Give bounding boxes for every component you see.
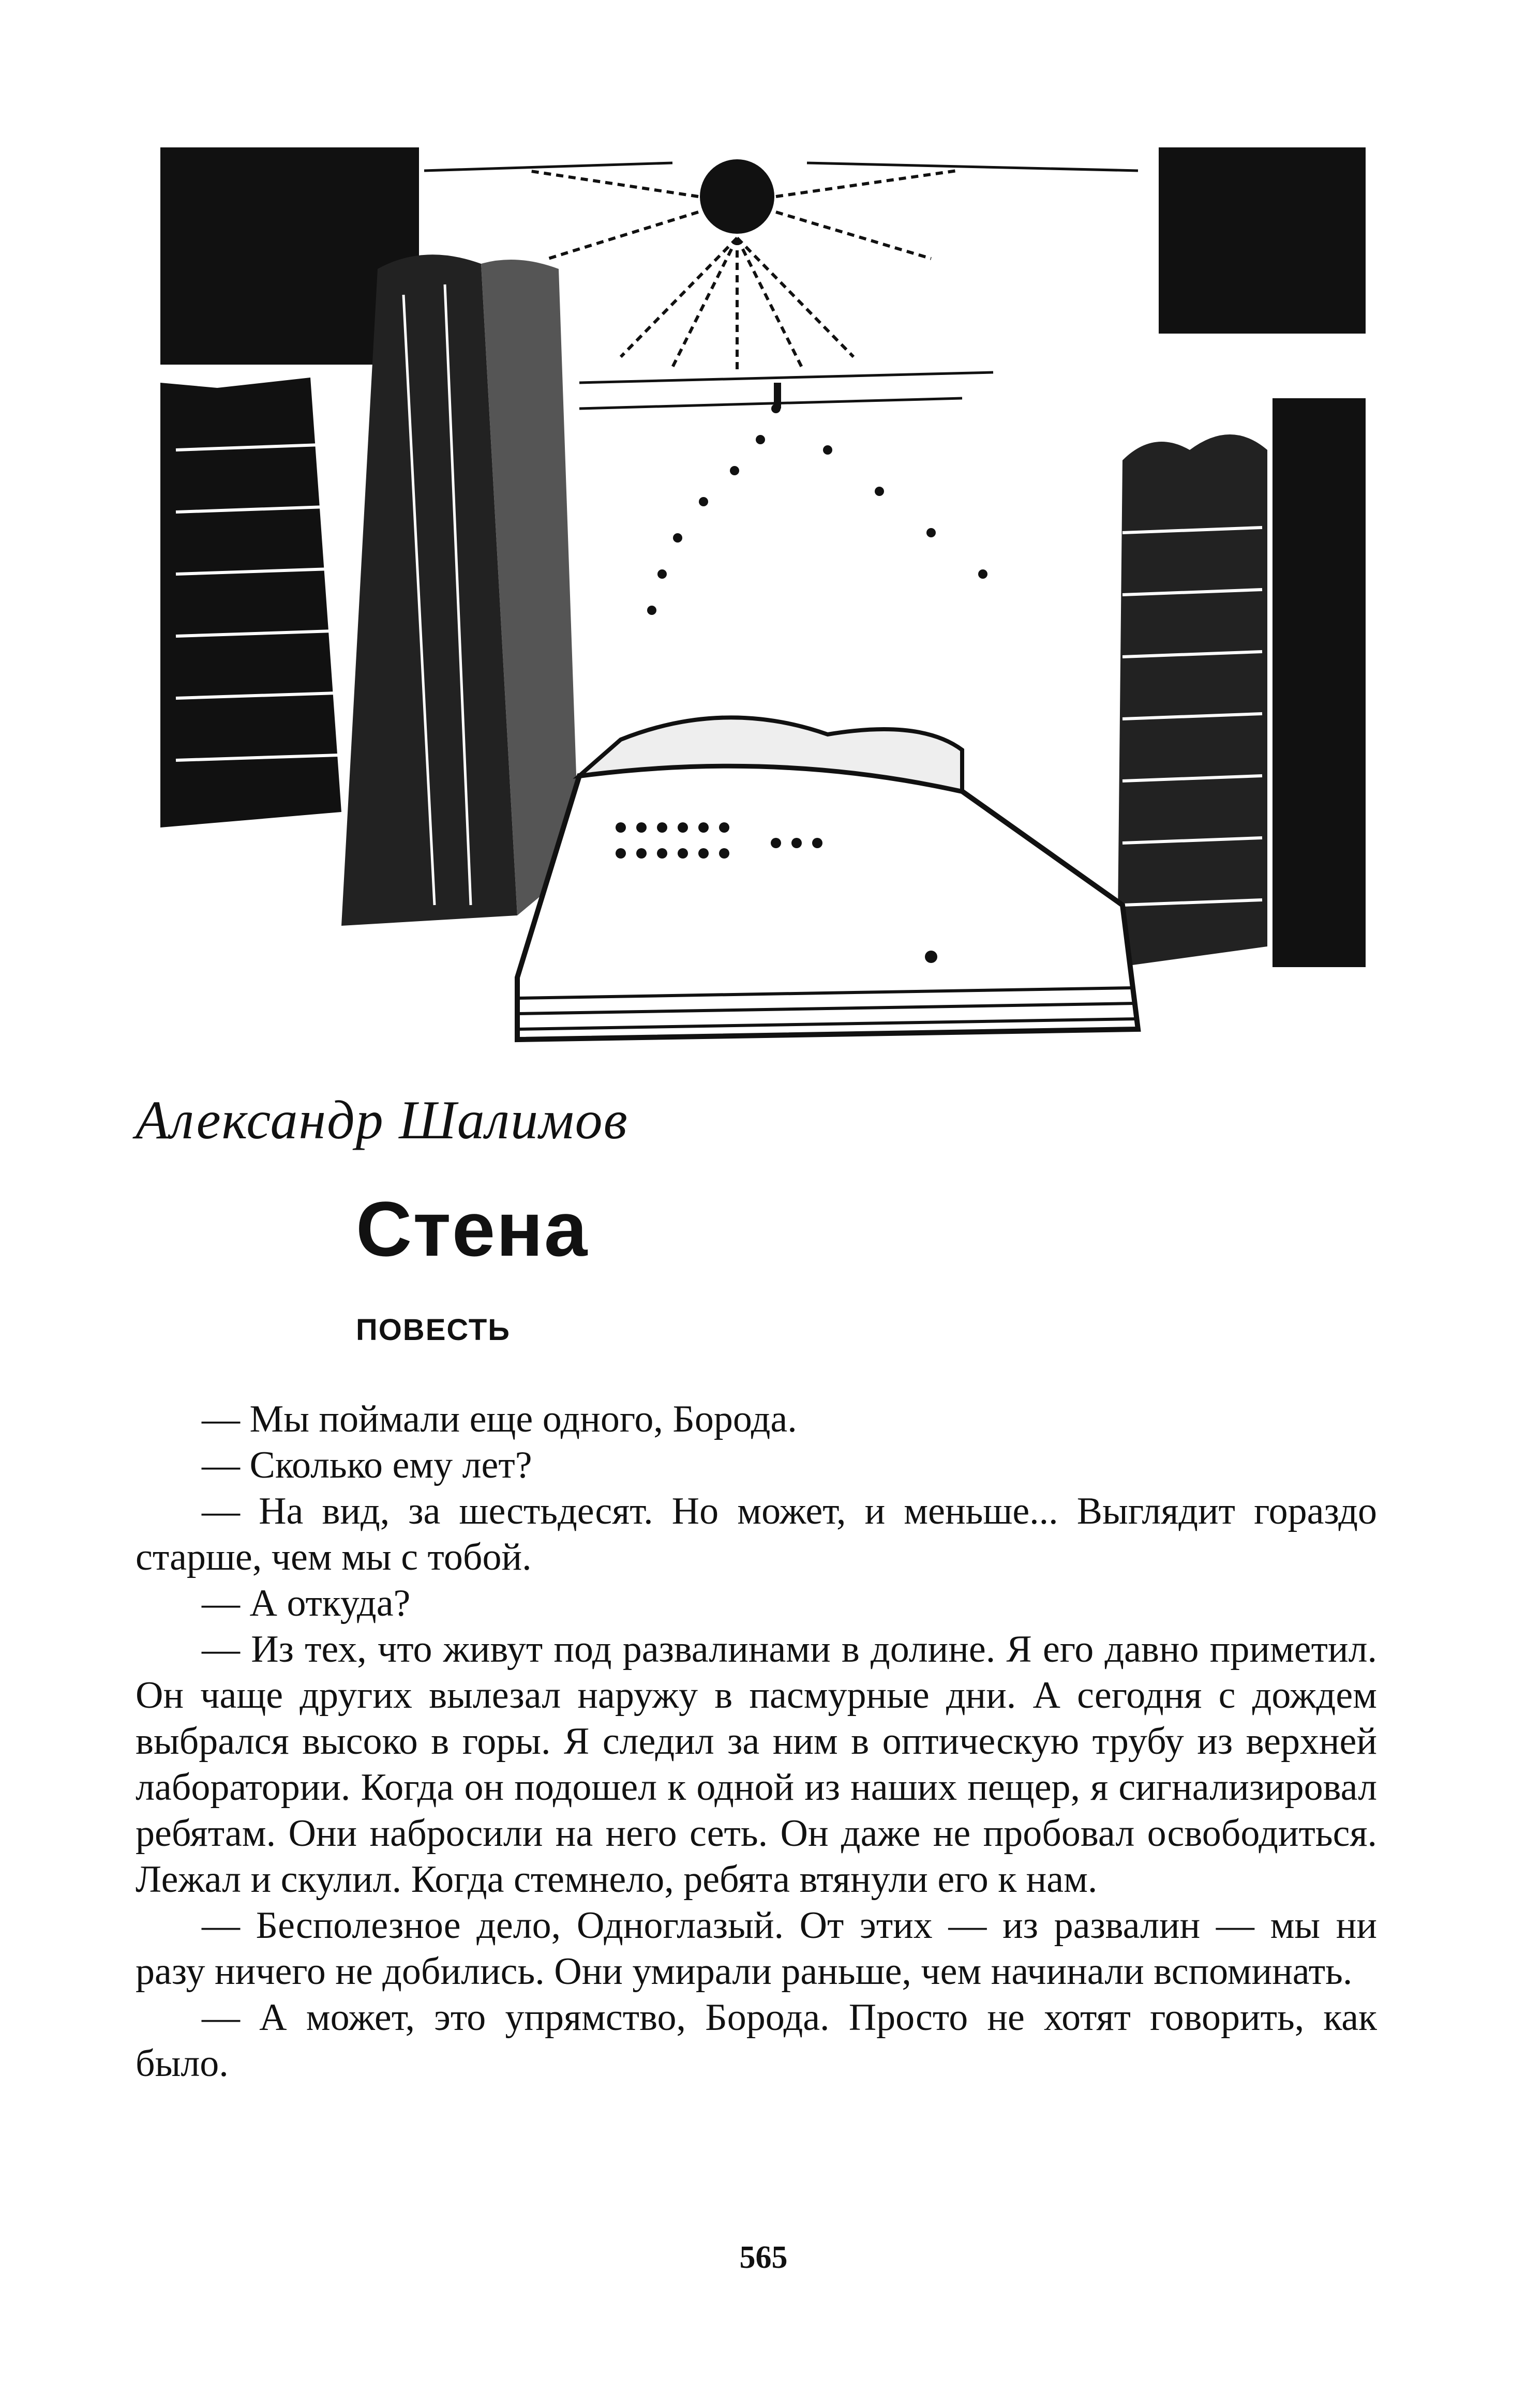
paragraph: — Мы поймали еще одного, Борода. — [202, 1398, 797, 1440]
sun-icon — [700, 159, 774, 234]
right-wall — [1117, 434, 1267, 967]
paragraph: — Бесполезное дело, Одноглазый. От этих — из развалин — мы ни разу ничего не добились. Они умирали раньше, чем начинали вспоминать. — [136, 1904, 1377, 1993]
author-name: Александр Шалимов — [136, 1090, 628, 1150]
open-book — [517, 766, 1138, 1040]
paragraph: — Из тех, что живут под развалинами в долине. Я его давно приметил. Он чаще других вылезал наружу в пасмурные дни. А сегодня с дождем выбрался высоко в горы. Я следил за ним в оптическую трубу из верхней лаборатории. Когда он подошел к одной из наших пещер, я сигнализировал ребятам. Они набросили на него сеть. Он даже не пробовал освободиться. Лежал и скулил. Когда стемнело, ребята втянули его к нам. — [136, 1628, 1377, 1901]
paragraph: — Сколько ему лет? — [202, 1444, 532, 1486]
illustration — [155, 140, 1371, 1050]
paragraph: — На вид, за шестьдесят. Но может, и меньше... Выглядит гораздо старше, чем мы с тобой. — [136, 1490, 1377, 1578]
figure-icon — [774, 383, 781, 409]
paragraph: — А может, это упрямство, Борода. Просто не хотят говорить, как было. — [136, 1996, 1377, 2085]
page-number: 565 — [739, 2240, 788, 2275]
paragraph: — А откуда? — [202, 1582, 411, 1624]
dark-sky-right — [1159, 147, 1366, 334]
story-title: Стена — [356, 1185, 589, 1272]
story-text — [136, 1396, 1377, 2087]
genre-label: ПОВЕСТЬ — [356, 1313, 511, 1347]
book-ruins-sun-illustration-icon — [155, 140, 1371, 1050]
